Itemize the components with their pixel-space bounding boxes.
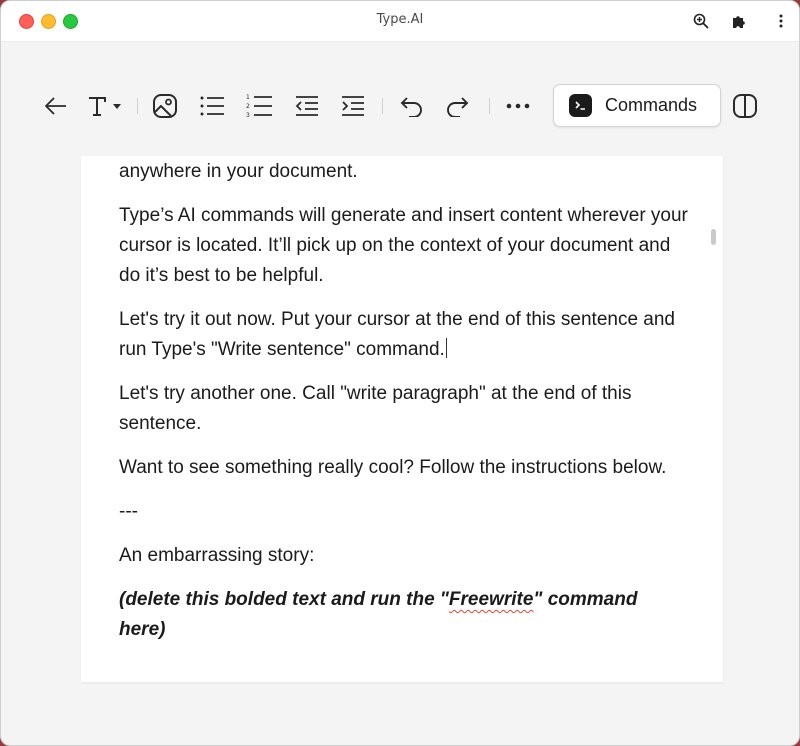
bold-text-before: (delete this bolded text and run the " — [119, 589, 449, 610]
paragraph[interactable]: Let's try another one. Call "write paragraph" at the end of this sentence. — [119, 383, 632, 434]
horizontal-rule-markdown[interactable]: --- — [119, 501, 138, 522]
zoom-icon[interactable] — [691, 11, 711, 31]
more-vertical-icon[interactable] — [771, 11, 791, 31]
toolbar-separator — [382, 98, 383, 114]
paragraph[interactable]: anywhere in your document. — [119, 161, 358, 182]
text-cursor — [446, 338, 447, 358]
paragraph[interactable]: Want to see something really cool? Follow the instructions below. — [119, 457, 667, 478]
svg-text:2: 2 — [246, 103, 250, 110]
undo-icon[interactable] — [395, 91, 427, 121]
document-page[interactable] — [81, 156, 723, 682]
numbered-list-icon[interactable] — [243, 91, 275, 121]
svg-text:1: 1 — [246, 94, 250, 101]
document-body[interactable] — [119, 156, 689, 659]
window-title: Type.AI — [376, 12, 424, 27]
commands-button[interactable] — [553, 84, 721, 127]
scrollbar-thumb[interactable] — [711, 229, 716, 245]
back-arrow-icon[interactable] — [40, 91, 72, 121]
insert-image-icon[interactable] — [149, 91, 181, 121]
svg-text:3: 3 — [246, 112, 250, 119]
sidebar-toggle-icon[interactable] — [729, 91, 761, 121]
bold-text-after: " command here) — [119, 589, 638, 640]
paragraph[interactable] — [119, 305, 689, 365]
text-style-icon[interactable] — [85, 91, 127, 121]
commands-label: Commands — [605, 95, 698, 115]
redo-icon[interactable] — [442, 91, 474, 121]
toolbar-separator — [489, 98, 490, 114]
more-horizontal-icon[interactable] — [502, 91, 534, 121]
bullet-list-icon[interactable] — [196, 91, 228, 121]
outdent-icon[interactable] — [291, 91, 323, 121]
editor-toolbar — [1, 81, 799, 131]
paragraph[interactable]: Type’s AI commands will generate and insert content wherever your cursor is located. It’ll pick up on the context of your document and do it’s best to be helpful. — [119, 205, 688, 286]
title-bar — [1, 1, 799, 42]
extension-puzzle-icon[interactable] — [729, 11, 749, 31]
misspelled-word[interactable]: Freewrite — [448, 589, 534, 610]
bold-instruction-paragraph[interactable] — [119, 585, 689, 645]
paragraph-text: Let's try it out now. Put your cursor at the end of this sentence and run Type's "Write sentence" command. — [119, 309, 676, 360]
indent-icon[interactable] — [337, 91, 369, 121]
toolbar-separator — [137, 98, 138, 114]
paragraph[interactable]: An embarrassing story: — [119, 545, 315, 566]
terminal-icon — [569, 94, 592, 117]
